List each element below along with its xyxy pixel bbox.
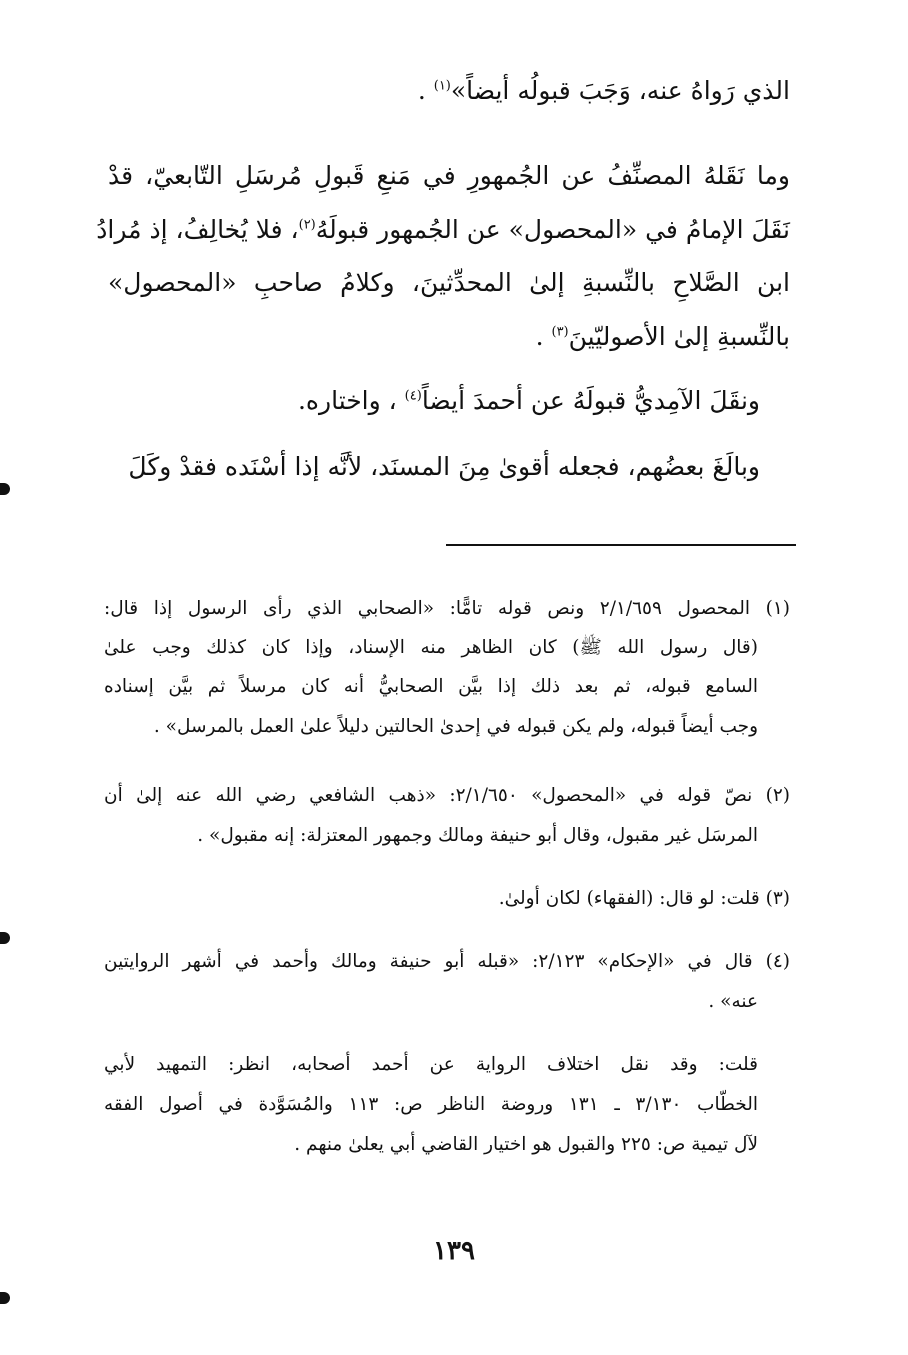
footnote-ref-1: (١) — [433, 78, 451, 94]
binding-mark — [0, 483, 10, 495]
main-line-1-end: . — [417, 76, 434, 105]
main-line-5-a: بالنِّسبةِ إلىٰ الأصوليّينَ — [568, 322, 790, 351]
footnote-4-line-2: عنه» . — [708, 991, 758, 1012]
binding-mark — [0, 932, 10, 944]
footnote-ref-4: (٤) — [404, 388, 422, 404]
footnote-ref-2: (٢) — [298, 217, 316, 233]
footnote-2-line-2: المرسَل غير مقبول، وقال أبو حنيفة ومالك وجمهور المعتزلة: إنه مقبول» . — [197, 825, 758, 846]
binding-mark — [0, 1292, 10, 1304]
main-line-1 — [108, 72, 790, 110]
footnote-separator — [446, 544, 796, 546]
note-line-3: لآل تيمية ص: ٢٢٥ والقبول هو اختيار القاضي أبي يعلىٰ منهم . — [294, 1134, 758, 1155]
main-line-6-a: ونقَلَ الآمِديُّ قبولَهُ عن أحمدَ أيضاً — [421, 386, 760, 415]
note-line-1: قلت: وقد نقل اختلاف الرواية عن أحمد أصحابه، انظر: التمهيد لأبي — [104, 1054, 758, 1075]
main-line-3 — [96, 211, 790, 249]
footnote-2-line-1: (٢) نصّ قوله في «المحصول» ٢/١/٦٥٠: «ذهب الشافعي رضي الله عنه إلىٰ أن — [104, 785, 791, 806]
page-number: ١٣٩ — [433, 1236, 475, 1266]
main-line-5 — [108, 318, 790, 356]
footnote-1-line-3: السامع قبوله، ثم بعد ذلك إذا بيَّن الصحابيُّ أنه كان مرسلاً ثم بيَّن إسناده — [104, 676, 758, 697]
footnote-ref-3: (٣) — [551, 324, 569, 340]
footnote-1-line-1: (١) المحصول ٢/١/٦٥٩ ونص قوله تامًّا: «الصحابي الذي رأى الرسول إذا قال: — [104, 598, 790, 619]
main-line-4: ابن الصَّلاحِ بالنِّسبةِ إلىٰ المحدِّثينَ، وكلامُ صاحبِ «المحصول» — [108, 268, 790, 297]
main-line-3-b: ، فلا يُخالِفُ، إذ مُرادُ — [96, 215, 299, 244]
main-line-6-b: ، واختاره. — [297, 386, 405, 415]
footnote-3-line-1: (٣) قلت: لو قال: (الفقهاء) لكان أولىٰ. — [498, 888, 790, 909]
main-line-5-b: . — [535, 322, 552, 351]
main-line-6 — [108, 382, 760, 420]
main-line-7: وبالَغَ بعضُهم، فجعله أقوىٰ مِنَ المسنَد، لأنَّه إذا أسْنَده فقدْ وكَلَ — [128, 452, 760, 481]
footnote-1-line-4: وجب أيضاً قبوله، ولم يكن قبوله في إحدىٰ الحالتين دليلاً علىٰ العمل بالمرسل» . — [153, 716, 758, 737]
main-line-1-text: الذي رَواهُ عنه، وَجَبَ قبولُه أيضاً» — [450, 76, 790, 105]
note-line-2: الخطّاب ٣/١٣٠ ـ ١٣١ وروضة الناظر ص: ١١٣ والمُسَوَّدة في أصول الفقه — [104, 1094, 758, 1115]
footnote-1-line-2: (قال رسول الله ﷺ) كان الظاهر منه الإسناد، وإذا كان كذلك وجب علىٰ — [104, 637, 758, 658]
footnote-4-line-1: (٤) قال في «الإحكام» ٢/١٢٣: «قبله أبو حنيفة ومالك وأحمد في أشهر الروايتين — [104, 951, 790, 972]
main-line-3-a: نَقَلَ الإمامُ في «المحصول» عن الجُمهور قبولَهُ — [315, 215, 790, 244]
main-line-2: وما نَقَلهُ المصنِّفُ عن الجُمهورِ في مَنعِ قَبولِ مُرسَلِ التّابعيّ، قدْ — [108, 161, 790, 190]
